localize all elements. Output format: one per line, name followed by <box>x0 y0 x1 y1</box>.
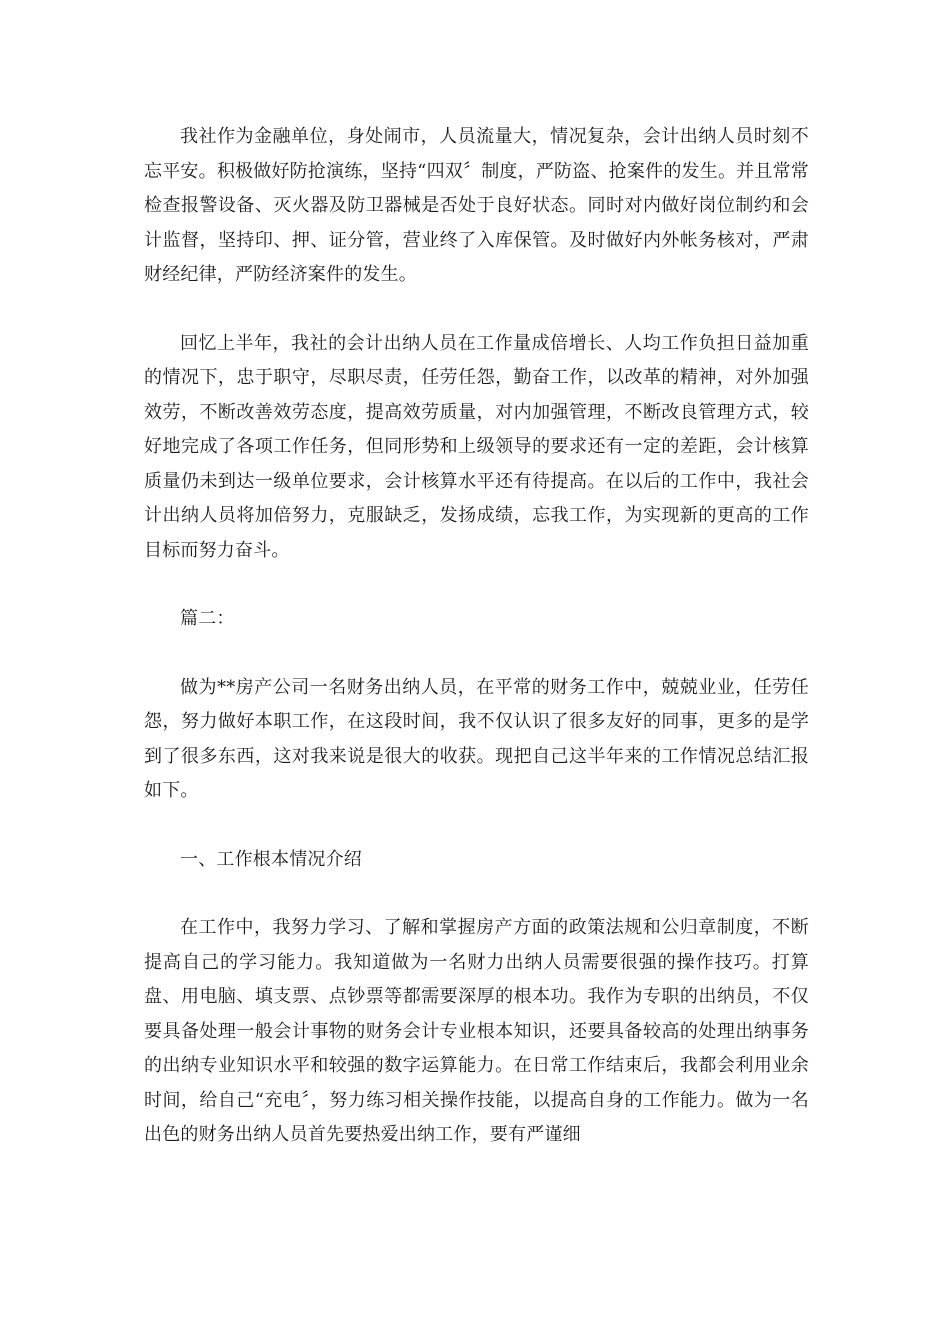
paragraph-work-study: 在工作中，我努力学习、了解和掌握房产方面的政策法规和公归章制度，不断提高自己的学习能力。我知道做为一名财力出纳人员需要很强的操作技巧。打算盘、用电脑、填支票、点钞票等都需要深厚的根本功。我作为专职的出纳员，不仅要具备处理一般会计事物的财务会计专业根本知识，还要具备较高的处理出纳事务的出纳专业知识水平和较强的数字运算能力。在日常工作结束后，我都会利用业余时间，给自己“充电〞，努力练习相关操作技能，以提高自身的工作能力。做为一名出色的财务出纳人员首先要热爱出纳工作，要有严谨细 <box>144 917 809 1145</box>
paragraph-gap <box>144 568 809 602</box>
paragraph-security: 我社作为金融单位，身处闹市，人员流量大，情况复杂，会计出纳人员时刻不忘平安。积极做好防抢演练，坚持“四双〞制度，严防盗、抢案件的发生。并且常常检查报警设备、灭火器及防卫器械是否处于良好状态。同时对内做好岗位制约和会计监督，坚持印、押、证分管，营业终了入库保管。及时做好内外帐务核对，严肃财经纪律，严防经济案件的发生。 <box>144 126 809 285</box>
document-body <box>144 120 809 1153</box>
section-title-part-two: 篇二： <box>180 608 235 629</box>
paragraph-review: 回忆上半年，我社的会计出纳人员在工作量成倍增长、人均工作负担日益加重的情况下，忠于职守，尽职尽责，任劳任怨，勤奋工作，以改革的精神，对外加强效劳，不断改善效劳态度，提高效劳质量，对内加强管理，不断改良管理方式，较好地完成了各项工作任务，但同形势和上级领导的要求还有一定的差距，会计核算质量仍未到达一级单位要求，会计核算水平还有待提高。在以后的工作中，我社会计出纳人员将加倍努力，克服缺乏，发扬成绩，忘我工作，为实现新的更高的工作目标而努力奋斗。 <box>144 332 809 561</box>
paragraph-intro: 做为**房产公司一名财务出纳人员，在平常的财务工作中，兢兢业业，任劳任怨，努力做好本职工作，在这段时间，我不仅认识了很多友好的同事，更多的是学到了很多东西，这对我来说是很大的收获。现把自己这半年来的工作情况总结汇报如下。 <box>144 676 809 801</box>
paragraph-gap <box>144 877 809 911</box>
paragraph-gap <box>144 293 809 327</box>
paragraph-gap <box>144 809 809 843</box>
section-heading-basic-situation: 一、工作根本情况介绍 <box>180 848 362 870</box>
paragraph-gap <box>144 637 809 671</box>
